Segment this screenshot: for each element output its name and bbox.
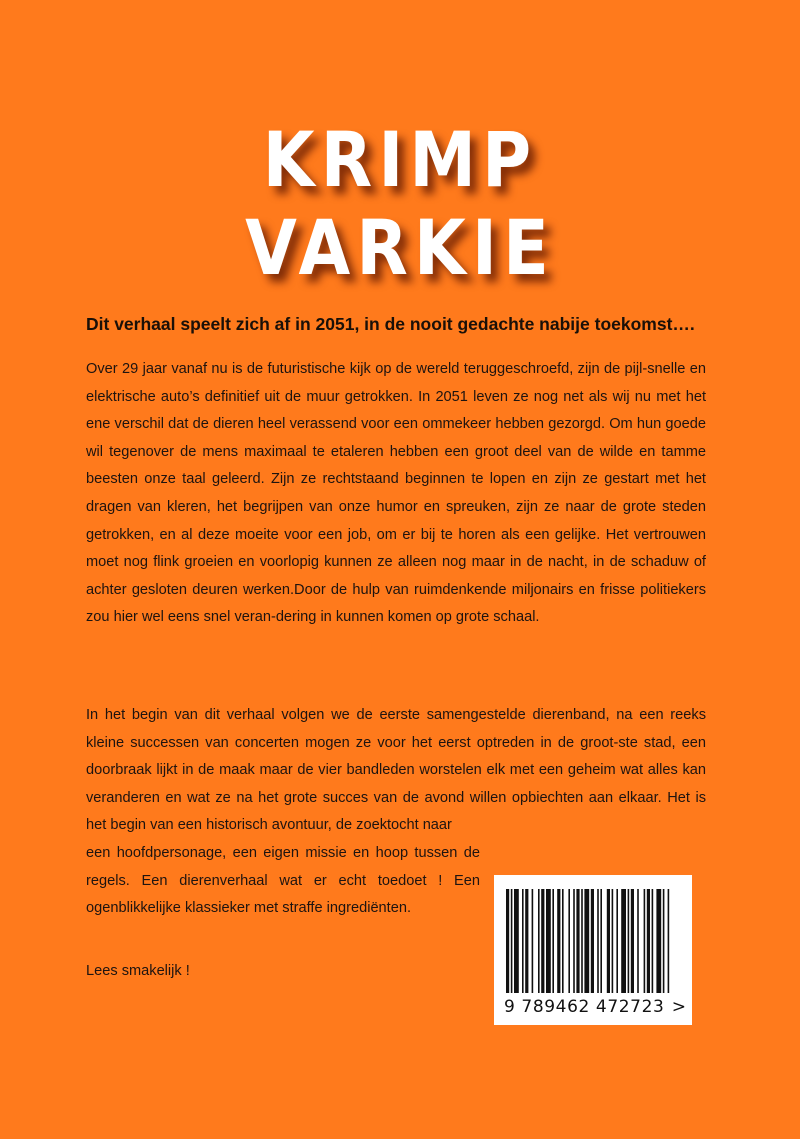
barcode-bar bbox=[584, 889, 589, 993]
barcode-bar bbox=[546, 889, 551, 993]
barcode-bar bbox=[607, 889, 610, 993]
barcode-bar bbox=[573, 889, 575, 993]
tagline: Dit verhaal speelt zich af in 2051, in de nooit gedachte nabije toekomst…. bbox=[86, 314, 695, 334]
barcode-bar bbox=[663, 889, 665, 993]
barcode-bar bbox=[581, 889, 583, 993]
barcode-bar bbox=[644, 889, 646, 993]
barcode-bar bbox=[628, 889, 630, 993]
barcode-bar bbox=[652, 889, 654, 993]
barcode-bar bbox=[612, 889, 614, 993]
barcode-bar bbox=[600, 889, 602, 993]
barcode-bar bbox=[541, 889, 544, 993]
barcode-bar bbox=[597, 889, 599, 993]
synopsis-paragraph-2-narrow: een hoofdpersonage, een eigen missie en hoop tussen de regels. Een dierenverhaal wat er echt toedoet ! Een ogenblikkelijke klassieker met straffe ingrediënten. bbox=[86, 844, 480, 917]
barcode-bar bbox=[568, 889, 570, 993]
barcode-bar bbox=[532, 889, 534, 993]
barcode-bar bbox=[631, 889, 634, 993]
barcode-arrow: > bbox=[671, 997, 686, 1017]
barcode-bar bbox=[637, 889, 639, 993]
barcode-bar bbox=[557, 889, 560, 993]
barcode-bars bbox=[506, 889, 678, 993]
barcode-bar bbox=[668, 889, 670, 993]
barcode-bar bbox=[616, 889, 618, 993]
barcode-bar bbox=[538, 889, 540, 993]
isbn-barcode bbox=[494, 875, 692, 1025]
synopsis-paragraph-1: Over 29 jaar vanaf nu is de futuristische kijk op de wereld teruggeschroefd, zijn de pijl-snelle en elektrische auto’s definitief uit de muur getrokken. In 2051 leven ze nog net als wij nu met het ene verschil dat de dieren heel verassend voor een ommekeer hebben gezorgd. Om hun goede wil tegenover de mens maximaal te etaleren hebben een groot deel van de wilde en tamme beesten onze taal geleerd. Zijn ze rechtstaand beginnen te lopen en zijn ze gestart met het dragen van kleren, het begrijpen van onze humor en spreuken, zijn ze naar de grote steden getrokken, en al deze moeite voor een job, om er bij te horen als een gelijke. Het vertrouwen moet nog flink groeien en voorlopig kunnen ze alleen nog maar in de nacht, in de schaduw of achter gesloten deuren werken.Door de hulp van ruimdenkende miljonairs en frisse politiekers zou hier wel eens snel veran-dering in kunnen komen op grote schaal. bbox=[86, 361, 706, 626]
book-title-line-2: VARKIE bbox=[245, 203, 555, 292]
barcode-bar bbox=[656, 889, 661, 993]
barcode-bar bbox=[576, 889, 579, 993]
barcode-bar bbox=[591, 889, 594, 993]
barcode-bar bbox=[562, 889, 564, 993]
barcode-bar bbox=[525, 889, 528, 993]
barcode-bar bbox=[506, 889, 509, 993]
barcode-bar bbox=[621, 889, 626, 993]
barcode-bar bbox=[552, 889, 554, 993]
closing-line: Lees smakelijk ! bbox=[86, 963, 190, 979]
barcode-bar bbox=[647, 889, 650, 993]
synopsis-paragraph-2-full: In het begin van dit verhaal volgen we de eerste samengestelde dierenband, na een reeks kleine successen van concerten mogen ze voor het eerst optreden in de groot-ste stad, een doorbraak lijkt in de maak maar de vier bandleden worstelen elk met een geheim wat alles kan veranderen en wat ze na het grote succes van de avond willen opbiechten aan elkaar. Het is het begin van een historisch avontuur, de zoektocht naar bbox=[86, 707, 706, 834]
barcode-bar bbox=[522, 889, 524, 993]
barcode-bar bbox=[514, 889, 519, 993]
isbn-number: 9 789462 472723 bbox=[504, 997, 665, 1017]
book-title-line-1: KRIMP bbox=[262, 115, 538, 204]
barcode-bar bbox=[511, 889, 513, 993]
